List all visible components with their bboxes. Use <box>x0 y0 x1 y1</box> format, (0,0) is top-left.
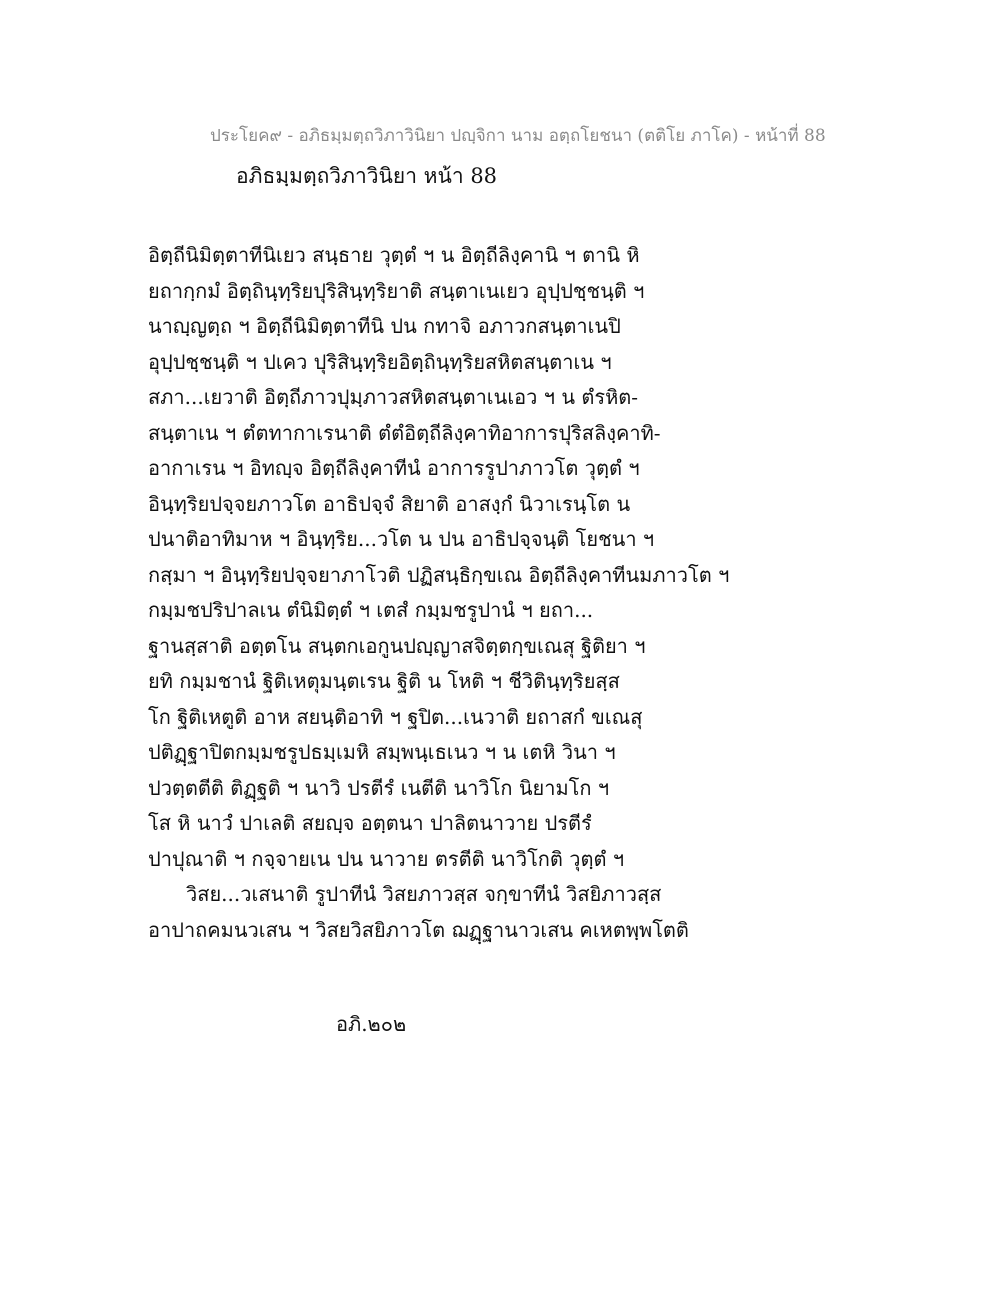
text-line: โก ฐิติเหตูติ อาห สยนฺติอาทิ ฯ ฐปิต...เนวาติ ยถาสกํ ขเณสุ <box>148 704 643 729</box>
running-header: ประโยค๙ - อภิธมฺมตฺถวิภาวินิยา ปญฺจิกา นาม อตฺถโยชนา (ตติโย ภาโค) - หน้าที่ 88 <box>210 126 826 146</box>
text-line: อินฺทฺริยปจฺจยภาวโต อาธิปจฺจํ สิยาติ อาสงฺกํ นิวาเรนฺโต น <box>148 491 631 516</box>
text-line: ปวตฺตตีติ ติฏฺฐติ ฯ นาวิ ปรตีรํ เนตีติ นาวิโก นิยามโก ฯ <box>148 775 610 800</box>
text-line: กมฺมชปริปาลเน ตํนิมิตฺตํ ฯ เตสํ กมฺมชรูปานํ ฯ ยถา... <box>148 598 594 622</box>
text-line: อุปฺปชฺชนฺติ ฯ ปเคว ปุริสินฺทฺริยอิตฺถินฺทฺริยสหิตสนฺตาเน ฯ <box>148 349 612 374</box>
text-line: ปติฏฺฐาปิตกมฺมชรูปธมฺเมหิ สมฺพนฺเธเนว ฯ น เตหิ วินา ฯ <box>148 740 616 764</box>
text-line: ยทิ กมฺมชานํ ฐิติเหตุมนฺตเรน ฐิติ น โหติ ฯ ชีวิตินฺทฺริยสฺส <box>148 669 620 693</box>
text-line: ปาปุณาติ ฯ กจฺจายเน ปน นาวาย ตรตีติ นาวิโกติ วุตฺตํ ฯ <box>148 846 625 871</box>
text-line: ปนาติอาทิมาห ฯ อินฺทฺริย...วโต น ปน อาธิปจฺจนฺติ โยชนา ฯ <box>148 527 655 551</box>
text-line: สภา...เยวาติ อิตฺถีภาวปุมฺภาวสหิตสนฺตาเนเอว ฯ น ตํรหิต- <box>148 385 639 409</box>
text-line: นาญฺญตฺถ ฯ อิตฺถีนิมิตฺตาทีนิ ปน กทาจิ อภาวกสนฺตาเนปิ <box>148 314 621 338</box>
text-line: ยถากฺกมํ อิตฺถินฺทฺริยปุริสินฺทฺริยาติ สนฺตาเนเยว อุปฺปชฺชนฺติ ฯ <box>148 278 645 303</box>
footer-reference: อภิ.๒๐๒ <box>336 1012 407 1036</box>
text-line: กสฺมา ฯ อินฺทฺริยปจฺจยาภาโวติ ปฏิสนฺธิกฺขเณ อิตฺถีลิงฺคาทีนมภาวโต ฯ <box>148 562 730 587</box>
text-line: ฐานสฺสาติ อตฺตโน สนฺตกเอกูนปญฺญาสจิตฺตกฺขเณสุ ฐิติยา ฯ <box>148 633 646 658</box>
text-line: สนฺตาเน ฯ ตํตทากาเรนาติ ตํตํอิตฺถีลิงฺคาทิอาการปุริสลิงฺคาทิ- <box>148 420 661 445</box>
text-line: อาปาถคมนวเสน ฯ วิสยวิสยิภาวโต ฌฏฺฐานาวเสน คเหตพฺพโตติ <box>148 917 689 942</box>
text-line: อากาเรน ฯ อิทญฺจ อิตฺถีลิงฺคาทีนํ อาการรูปาภาวโต วุตฺตํ ฯ <box>148 456 640 480</box>
page-heading: อภิธมฺมตฺถวิภาวินิยา หน้า 88 <box>236 164 498 188</box>
text-line: โส หิ นาวํ ปาเลติ สยญฺจ อตฺตนา ปาลิตนาวาย ปรตีรํ <box>148 811 592 835</box>
text-line: อิตฺถีนิมิตฺตาทีนิเยว สนฺธาย วุตฺตํ ฯ น อิตฺถีลิงฺคานิ ฯ ตานิ หิ <box>148 243 640 267</box>
body-text <box>148 238 848 948</box>
text-line-indented: วิสย...วเสนาติ รูปาทีนํ วิสยภาวสฺส จกฺขาทีนํ วิสยิภาวสฺส <box>186 882 662 906</box>
